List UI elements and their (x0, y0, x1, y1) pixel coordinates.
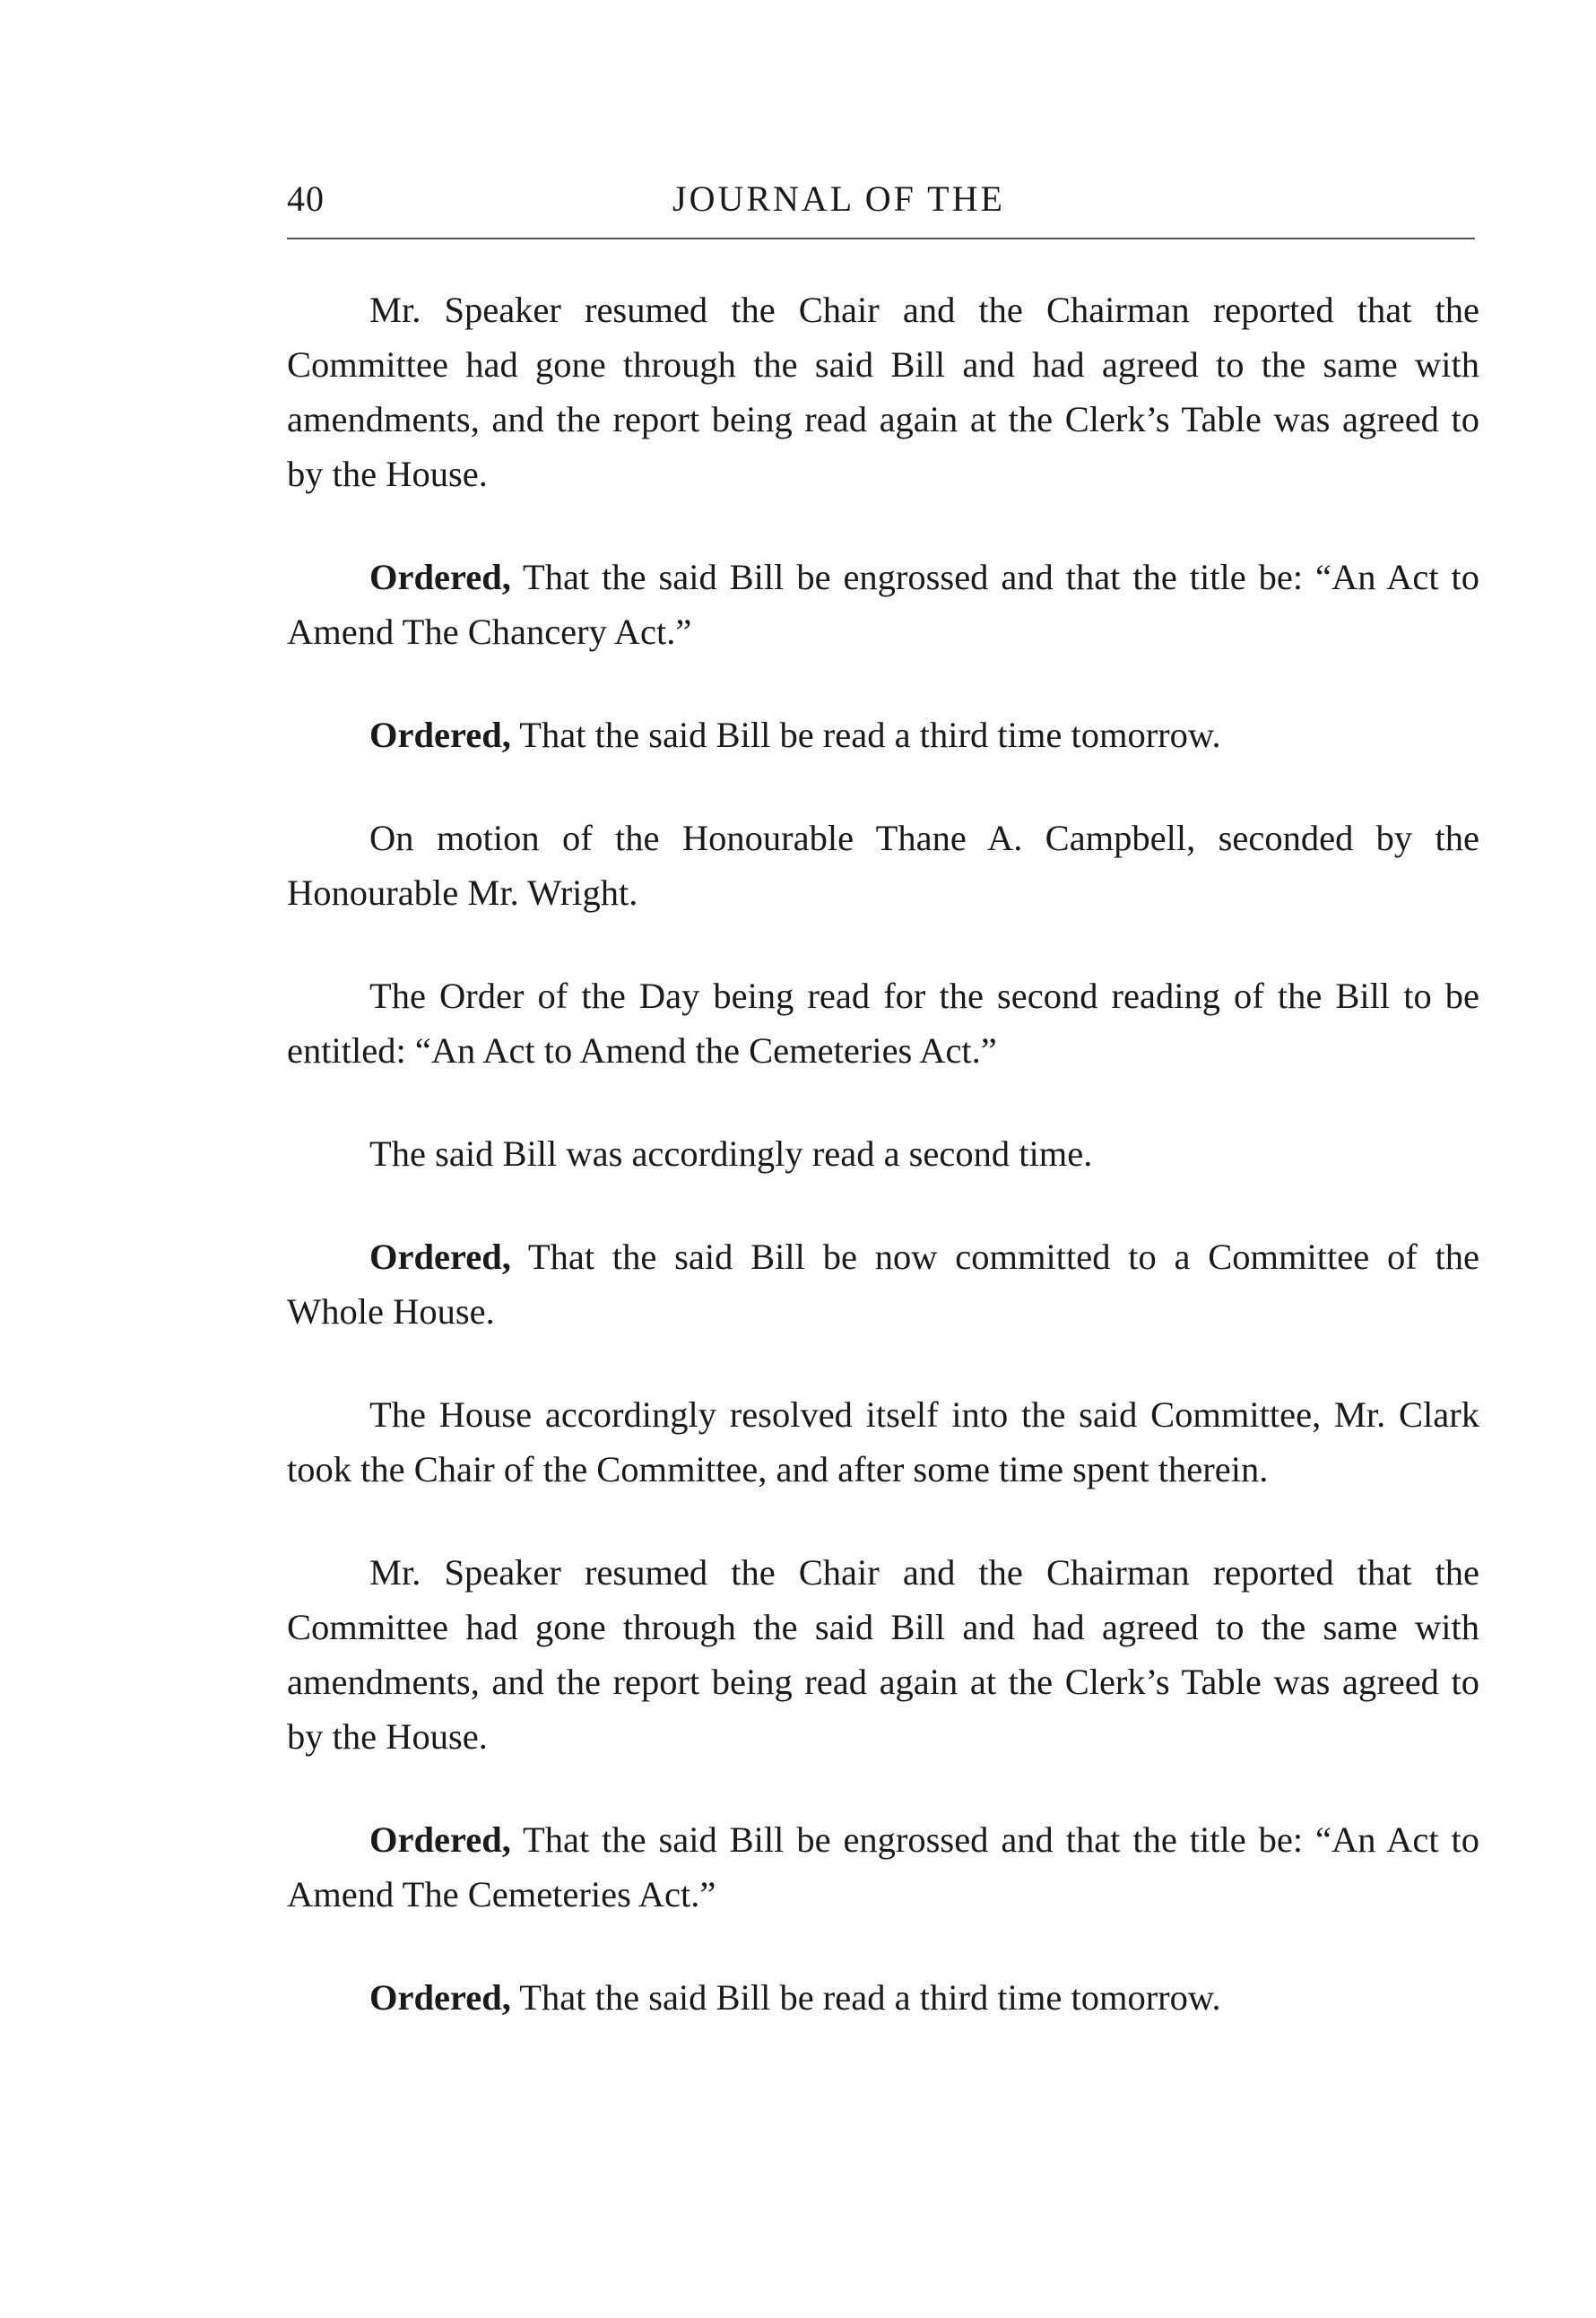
paragraph-committee-resolved: The House accordingly resolved itself into the said Committee, Mr. Clark took the Chair of the Committee, and after some time spent therein. (287, 1394, 1479, 1489)
paragraph-motion: On motion of the Honourable Thane A. Campbell, seconded by the Honourable Mr. Wright. (287, 818, 1479, 913)
paragraph-ordered-committed: Ordered, That the said Bill be now committed to a Committee of the Whole House. (287, 1237, 1479, 1332)
ordered-label: Ordered, (369, 715, 511, 755)
paragraph-second-reading: The said Bill was accordingly read a second time. (369, 1133, 1093, 1174)
paragraph-ordered-engrossed-2: Ordered, That the said Bill be engrossed and that the title be: “An Act to Amend The Cemeteries Act.” (287, 1819, 1479, 1914)
ordered-label: Ordered, (369, 557, 511, 597)
ordered-label: Ordered, (369, 1237, 511, 1277)
header-rule (287, 238, 1475, 239)
paragraph-ordered-engrossed-1: Ordered, That the said Bill be engrossed and that the title be: “An Act to Amend The Chancery Act.” (287, 557, 1479, 652)
running-head (287, 178, 1475, 231)
paragraph-speaker-report-1: Mr. Speaker resumed the Chair and the Chairman reported that the Committee had gone through the said Bill and had agreed to the same with amendments, and the report being read again at the Clerk’s Table was agreed to by the House. (287, 290, 1479, 494)
page-number: 40 (287, 178, 325, 219)
paragraph-speaker-report-2: Mr. Speaker resumed the Chair and the Chairman reported that the Committee had gone through the said Bill and had agreed to the same with amendments, and the report being read again at the Clerk’s Table was agreed to by the House. (287, 1552, 1479, 1757)
paragraph-order-of-day: The Order of the Day being read for the second reading of the Bill to be entitled: “An Act to Amend the Cemeteries Act.” (287, 976, 1479, 1071)
paragraph-ordered-third-reading-2: Ordered, That the said Bill be read a third time tomorrow. (369, 1977, 1221, 2018)
ordered-label: Ordered, (369, 1819, 511, 1860)
ordered-label: Ordered, (369, 1977, 511, 2018)
running-title: JOURNAL OF THE (672, 178, 1005, 219)
journal-body (287, 282, 1479, 2025)
paragraph-ordered-third-reading-1: Ordered, That the said Bill be read a third time tomorrow. (369, 715, 1221, 755)
